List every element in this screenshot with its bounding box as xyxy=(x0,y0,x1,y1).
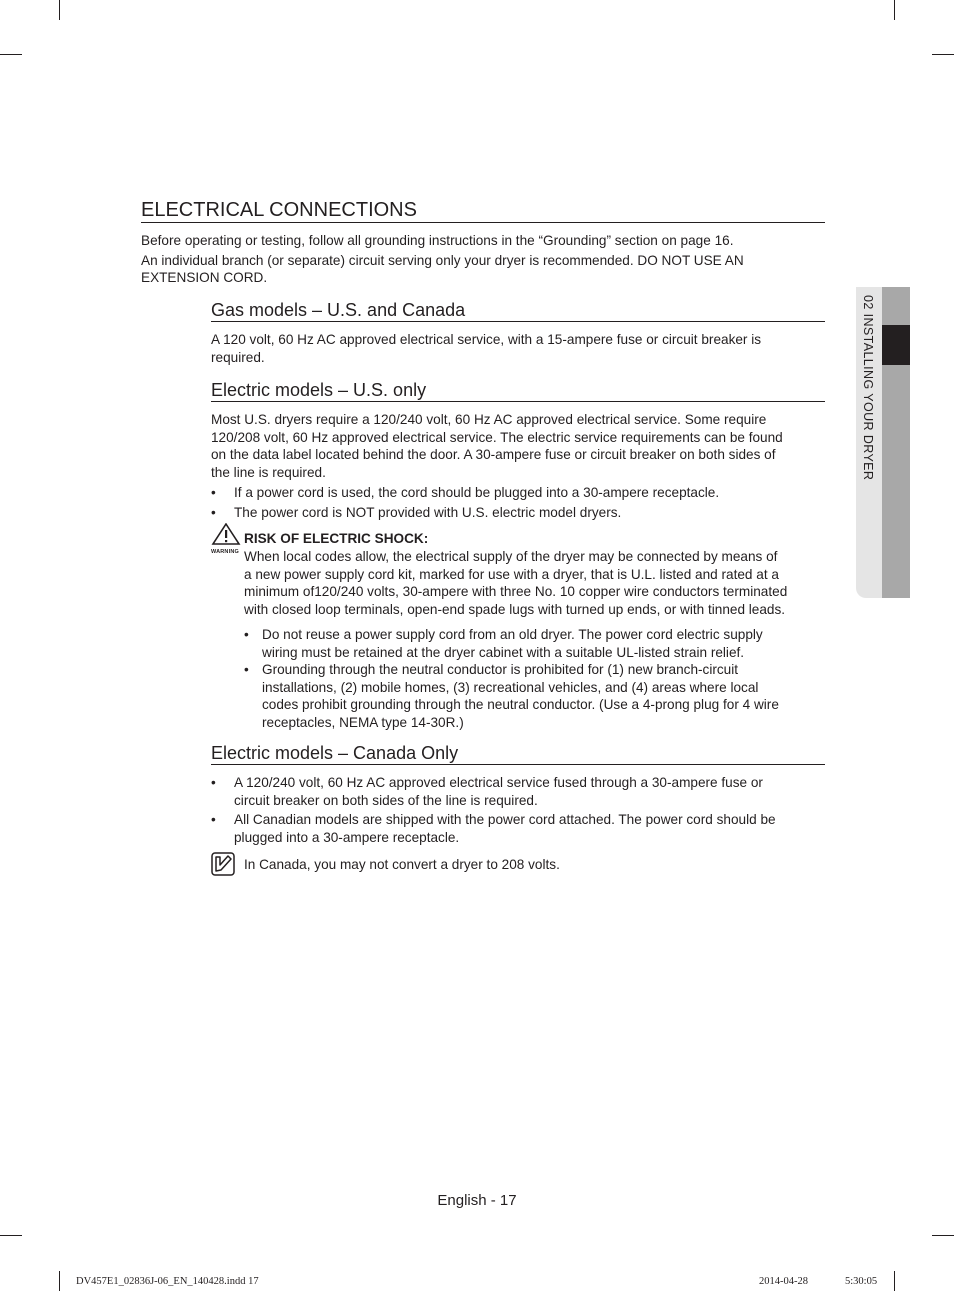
warning-icon-label: WARNING xyxy=(211,549,239,555)
slug-date: 2014-04-28 xyxy=(759,1276,808,1287)
bullet-dot: • xyxy=(244,627,249,642)
list-item xyxy=(244,661,814,733)
warning-body-line: minimum of120/240 volts, 30-ampere with three No. 10 copper wire conductors terminated xyxy=(244,584,788,599)
list-item-text: If a power cord is used, the cord should be plugged into a 30-ampere receptacle. xyxy=(234,485,720,500)
intro-text: . xyxy=(729,233,734,248)
list-item-text: installations, (2) mobile homes, (3) recreational vehicles, and (4) areas where local xyxy=(262,679,759,695)
electric-us-heading: Electric models – U.S. only xyxy=(211,379,825,402)
list-item-text: codes prohibit grounding through the neutral conductor. (Use a 4-prong plug for 4 wire xyxy=(262,697,779,712)
list-item xyxy=(211,811,821,847)
intro-text: Before operating or testing, follow all grounding instructions in the “ xyxy=(141,233,543,248)
warning-title: RISK OF ELECTRIC SHOCK: xyxy=(244,531,429,546)
list-item-text: circuit breaker on both sides of the line is required. xyxy=(234,792,538,808)
crop-mark xyxy=(0,1235,22,1236)
list-item xyxy=(244,626,814,662)
crop-mark xyxy=(59,0,60,20)
warning-body-line: a new power supply cord kit, marked for use with a dryer, that is U.L. listed and rated at a xyxy=(244,567,779,582)
list-item xyxy=(211,484,811,502)
chapter-tab-label: 02 INSTALLING YOUR DRYER xyxy=(861,295,875,481)
intro-line-2: An individual branch (or separate) circuit serving only your dryer is recommended. DO NOT USE AN xyxy=(141,253,744,268)
page-title: ELECTRICAL CONNECTIONS xyxy=(141,198,825,223)
crop-mark xyxy=(59,1271,60,1291)
page-ref-link[interactable]: 16 xyxy=(714,233,730,248)
warning-body-line: When local codes allow, the electrical supply of the dryer may be connected by means of xyxy=(244,549,778,564)
warning-triangle-icon xyxy=(211,523,241,545)
warning-body-line: with closed loop terminals, open-end spade lugs with turned up ends, or with tinned leads. xyxy=(244,602,786,617)
chapter-tab-marker xyxy=(882,325,910,365)
list-item-text: All Canadian models are shipped with the power cord attached. The power cord should be xyxy=(234,812,776,827)
bullet-dot: • xyxy=(211,775,216,790)
bullet-dot: • xyxy=(244,662,249,677)
gas-body-line: required. xyxy=(211,350,265,365)
intro-line-3: EXTENSION CORD. xyxy=(141,270,268,285)
gas-body-line: A 120 volt, 60 Hz AC approved electrical service, with a 15-ampere fuse or circuit breaker is xyxy=(211,332,762,347)
list-item-text: receptacles, NEMA type 14-30R.) xyxy=(262,714,464,730)
crop-mark xyxy=(932,54,954,55)
pencil-note-icon xyxy=(211,852,235,876)
intro-line-1 xyxy=(141,232,733,250)
grounding-link[interactable]: Grounding xyxy=(543,233,607,248)
list-item-text: The power cord is NOT provided with U.S. electric model dryers. xyxy=(234,505,622,520)
warning-icon xyxy=(211,523,241,559)
list-item-text: A 120/240 volt, 60 Hz AC approved electrical service fused through a 30-ampere fuse or xyxy=(234,775,763,790)
crop-mark xyxy=(932,1235,954,1236)
list-item-text: plugged into a 30-ampere receptacle. xyxy=(234,829,460,845)
bullet-dot: • xyxy=(211,505,216,520)
note-text: In Canada, you may not convert a dryer to 208 volts. xyxy=(244,857,560,872)
electric-canada-heading: Electric models – Canada Only xyxy=(211,742,825,765)
crop-mark xyxy=(894,1271,895,1291)
note-icon xyxy=(211,852,235,876)
gas-models-heading: Gas models – U.S. and Canada xyxy=(211,299,825,322)
list-item xyxy=(211,504,811,522)
slug-filename: DV457E1_02836J-06_EN_140428.indd 17 xyxy=(76,1276,259,1287)
intro-text: ” section on page xyxy=(606,233,715,248)
list-item-text: Grounding through the neutral conductor is prohibited for (1) new branch-circuit xyxy=(262,662,739,677)
crop-mark xyxy=(894,0,895,20)
electric-us-body-line: the line is required. xyxy=(211,465,326,480)
slug-time: 5:30:05 xyxy=(845,1276,878,1287)
bullet-dot: • xyxy=(211,485,216,500)
page-number: English - 17 xyxy=(437,1192,517,1209)
list-item-text: wiring must be retained at the dryer cabinet with a suitable UL-listed strain relief. xyxy=(262,644,745,660)
electric-us-body-line: Most U.S. dryers require a 120/240 volt, 60 Hz AC approved electrical service. Some require xyxy=(211,412,767,427)
list-item-text: Do not reuse a power supply cord from an old dryer. The power cord electric supply xyxy=(262,627,763,642)
list-item xyxy=(211,774,821,810)
crop-mark xyxy=(0,54,22,55)
electric-us-body-line: 120/208 volt, 60 Hz approved electrical service. The electric service requirements can be found xyxy=(211,430,783,445)
bullet-dot: • xyxy=(211,812,216,827)
electric-us-body-line: on the data label located behind the door. A 30-ampere fuse or circuit breaker on both sides of xyxy=(211,447,776,462)
